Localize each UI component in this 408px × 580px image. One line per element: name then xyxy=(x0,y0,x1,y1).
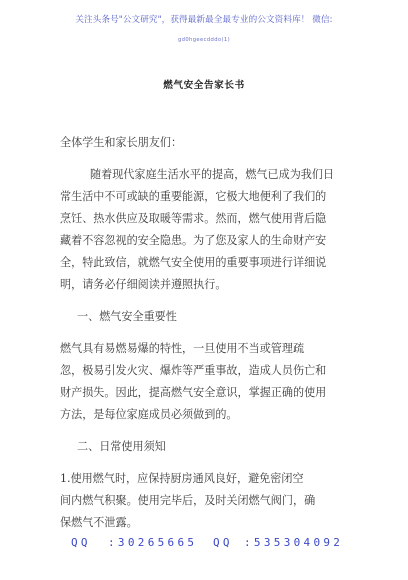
promo-banner: 关注头条号"公文研究"，获得最新最全最专业的公文资料库！ 微信: xyxy=(75,15,333,25)
paragraph-line: 烹饪、热水供应及取暖等需求。然而，燃气使用背后隐 xyxy=(60,212,327,225)
greeting: 全体学生和家长朋友们： xyxy=(60,136,183,149)
paragraph-line: 全，特此致信，就燃气安全使用的重要事项进行详细说 xyxy=(60,256,327,269)
paragraph-line: 方法，是每位家庭成员必须做到的。 xyxy=(60,408,238,421)
paragraph-line: 藏着不容忽视的安全隐患。为了您及家人的生命财产安 xyxy=(60,234,327,247)
paragraph-line: 保燃气不泄露。 xyxy=(60,516,138,529)
section-heading: 一、燃气安全重要性 xyxy=(77,310,177,323)
qq-number: :30265665 xyxy=(108,536,198,549)
paragraph-line: 常生活中不可或缺的重要能源，它极大地便利了我们的 xyxy=(60,190,327,203)
promo-banner-subline: gd0hgeecdddo(1) xyxy=(177,37,231,43)
paragraph-line: 间内燃气积聚。使用完毕后，及时关闭燃气阀门，确 xyxy=(60,494,316,507)
qq-label: QQ xyxy=(213,536,233,549)
paragraph-line: 明，请务必仔细阅读并遵照执行。 xyxy=(60,278,227,291)
paragraph-line: 燃气具有易燃易爆的特性，一旦使用不当或管理疏 xyxy=(60,342,305,355)
contact-footer xyxy=(0,536,408,550)
paragraph-line: 忽，极易引发火灾、爆炸等严重事故，造成人员伤亡和 xyxy=(60,364,327,377)
paragraph-line: 随着现代家庭生活水平的提高，燃气已成为我们日 xyxy=(90,168,335,181)
qq-number: :535304092 xyxy=(244,536,344,549)
section-heading: 二、日常使用须知 xyxy=(77,440,166,453)
document-title: 燃气安全告家长书 xyxy=(163,80,245,91)
paragraph-line: 1.使用燃气时，应保持厨房通风良好，避免密闭空 xyxy=(60,472,304,485)
qq-label: QQ xyxy=(71,536,91,549)
paragraph-line: 财产损失。因此，提高燃气安全意识，掌握正确的使用 xyxy=(60,386,327,399)
